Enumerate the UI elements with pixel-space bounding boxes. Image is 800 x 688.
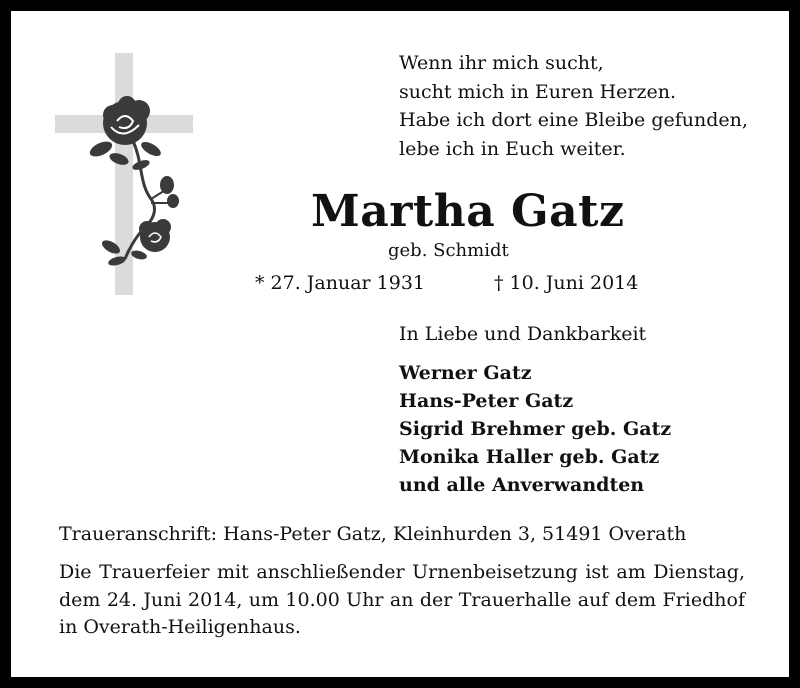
poem-line: lebe ich in Euch weiter.	[399, 137, 626, 160]
mourners-list	[399, 359, 671, 499]
mourner-name: und alle Anverwandten	[399, 474, 645, 496]
ceremony-info	[59, 559, 745, 642]
poem-line: sucht mich in Euren Herzen.	[399, 80, 677, 103]
thanks-line: In Liebe und Dankbarkeit	[399, 323, 647, 345]
mourner-name: Monika Haller geb. Gatz	[399, 446, 660, 468]
ceremony-line: in Overath-Heiligenhaus.	[59, 616, 301, 638]
mourner-name: Werner Gatz	[399, 362, 532, 384]
mourner-name: Sigrid Brehmer geb. Gatz	[399, 418, 672, 440]
birth-date: * 27. Januar 1931	[255, 272, 426, 294]
deceased-name: Martha Gatz	[311, 186, 625, 237]
mourner-name: Hans-Peter Gatz	[399, 390, 574, 412]
poem-line: Habe ich dort eine Bleibe gefunden,	[399, 109, 748, 131]
cross-with-roses-icon	[55, 53, 195, 295]
maiden-name: geb. Schmidt	[388, 240, 509, 261]
mourning-address: Traueranschrift: Hans-Peter Gatz, Kleinhurden 3, 51491 Overath	[59, 523, 687, 545]
poem	[399, 49, 748, 163]
obituary-notice	[11, 11, 789, 677]
ceremony-line: dem 24. Juni 2014, um 10.00 Uhr an der Trauerhalle auf dem Friedhof	[59, 588, 745, 611]
poem-line: Wenn ihr mich sucht,	[399, 52, 604, 74]
death-date: † 10. Juni 2014	[494, 272, 639, 294]
ceremony-line: Die Trauerfeier mit anschließender Urnenbeisetzung ist am Dienstag,	[59, 561, 745, 583]
